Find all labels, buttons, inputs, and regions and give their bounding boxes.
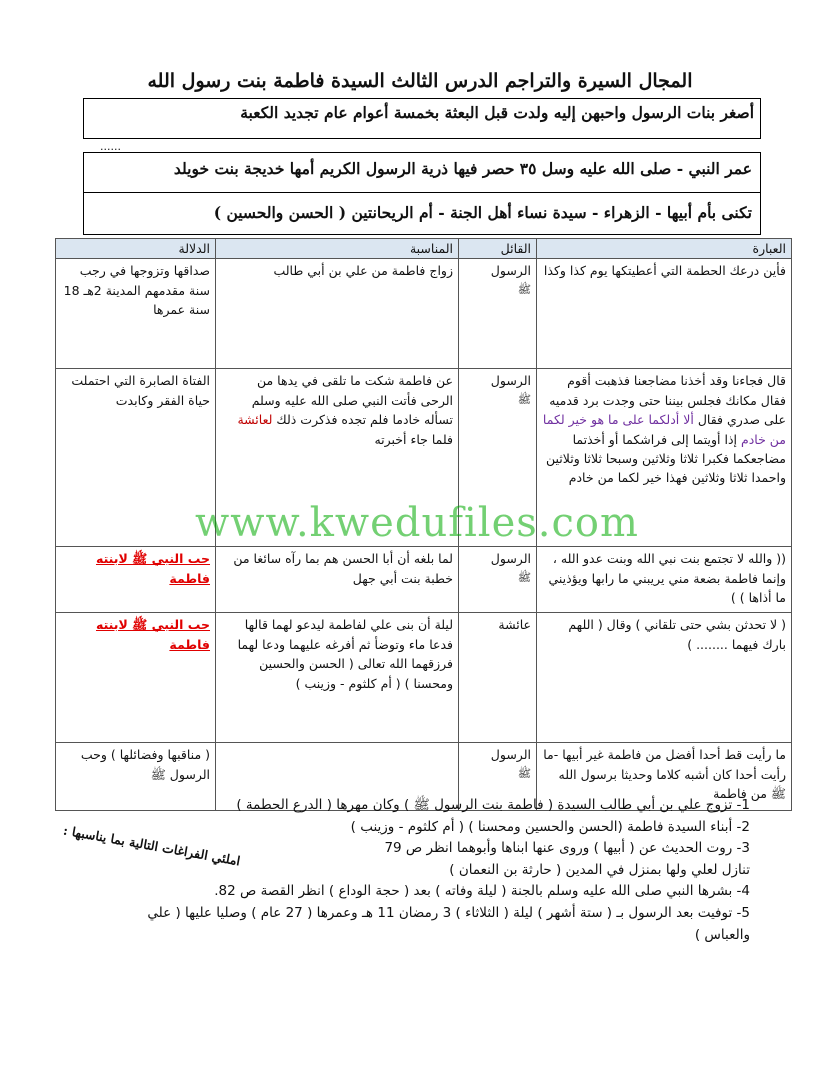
intro-box: أصغر بنات الرسول واحبهن إليه ولدت قبل البعثة بخمسة أعوام عام تجديد الكعبة <box>83 98 761 139</box>
cell-ibara: (( والله لا تجتمع بنت نبي الله وبنت عدو الله ، وإنما فاطمة بضعة مني يريبني ما رابها ويؤذيني ما أذاها ) ) <box>537 547 792 613</box>
info-line-2: تكنى بأم أبيها - الزهراء - سيدة نساء أهل الجنة - أم الريحانتين ( الحسن والحسين ) <box>213 203 752 222</box>
cell-dalala: الفتاة الصابرة التي احتملت حياة الفقر وكابدت <box>56 369 216 547</box>
table-row <box>56 613 792 743</box>
note-item: 2- أبناء السيدة فاطمة (الحسن والحسين ومحسنا ) ( أم كلثوم - وزينب ) <box>350 818 750 835</box>
qail-text: الرسول <box>490 263 531 279</box>
dots: ...... <box>100 140 121 153</box>
cell-munasaba: لما بلغه أن أبا الحسن هم بما رآه سائغا من خطبة بنت أبي جهل <box>216 547 459 613</box>
cell-ibara <box>537 369 792 547</box>
cell-qail: عائشة <box>459 613 537 743</box>
lesson-table <box>55 238 792 811</box>
cell-dalala <box>56 613 216 743</box>
note-item: 4- بشرها النبي صلى الله عليه وسلم بالجنة ( ليلة وفاته ) بعد ( حجة الوداع ) انظر القصة ص 82. <box>214 883 750 900</box>
cell-qail <box>459 369 537 547</box>
saw-glyph: ﷺ <box>517 766 531 780</box>
header-ibara: العبارة <box>537 239 792 259</box>
qail-text: الرسول <box>490 551 531 567</box>
table-row <box>56 259 792 369</box>
note-item: 5- توفيت بعد الرسول بـ ( ستة أشهر ) ليلة ( الثلاثاء ) 3 رمضان 11 هـ وعمرها ( 27 عام ) وصليا عليها ( علي والعباس ) <box>147 904 750 943</box>
cell-qail <box>459 259 537 369</box>
qail-text: الرسول <box>490 373 531 389</box>
note-item: 1- تزوج علي بن أبي طالب السيدة ( فاطمة بنت الرسول ﷺ ) وكان مهرها ( الدرع الحطمة ) <box>236 797 750 813</box>
cell-dalala <box>56 547 216 613</box>
ibara-part-a: قال فجاءنا وقد أخذنا مضاجعنا فذهبت أقوم فقال مكانك فجلس بيننا حتى وجدت برد قدميه على صدري فقال <box>549 373 786 428</box>
info-box <box>83 152 761 235</box>
header-qail: القائل <box>459 239 537 259</box>
cell-dalala: ( مناقبها وفضائلها ) وحب الرسول ﷺ <box>56 743 216 811</box>
notes-list <box>100 795 750 946</box>
cell-munasaba: ليلة أن بنى علي لفاطمة ليدعو لهما قالها فدعا ماء وتوضأ ثم أفرغه عليهما ودعا لهما فرزقهما الله تعالى ( الحسن والحسين ومحسنا ) ( أم كلثوم - وزينب ) <box>216 613 459 743</box>
cell-ibara: فأين درعك الحطمة التي أعطيتكها يوم كذا وكذا <box>537 259 792 369</box>
lesson-title: المجال السيرة والتراجم الدرس الثالث السيدة فاطمة بنت رسول الله <box>147 70 693 92</box>
table-header <box>56 239 792 259</box>
info-line-1: عمر النبي - صلى الله عليه وسل ٣٥ حصر فيها ذرية الرسول الكريم أمها خديجة بنت خويلد <box>84 153 760 193</box>
dalala-highlight: حب النبي ﷺ لابنته فاطمة <box>95 617 210 652</box>
saw-glyph: ﷺ <box>517 570 531 584</box>
instruction-stamp: املئي الفراغات التالية بما يناسبها : <box>62 822 242 869</box>
cell-qail <box>459 547 537 613</box>
header-munasaba: المناسبة <box>216 239 459 259</box>
saw-glyph: ﷺ <box>517 392 531 406</box>
saw-glyph: ﷺ <box>517 282 531 296</box>
cell-munasaba: زواج فاطمة من علي بن أبي طالب <box>216 259 459 369</box>
table-row <box>56 547 792 613</box>
header-dalala: الدلالة <box>56 239 216 259</box>
watermark: www.kwedufiles.com <box>195 500 639 546</box>
cell-dalala: صداقها وتزوجها في رجب سنة مقدمهم المدينة 2هـ 18 سنة عمرها <box>56 259 216 369</box>
cell-ibara: ما رأيت قط أحدا أفضل من فاطمة غير أبيها -ما رأيت أحدا كان أشبه كلاما وحديثا برسول الله ﷺ من فاطمة <box>537 743 792 811</box>
note-item: تنازل لعلي ولها بمنزل في المدين ( حارثة بن النعمان ) <box>449 861 750 878</box>
note-item: 3- روت الحديث عن ( أبيها ) وروى عنها ابناها وأبوهما انظر ص 79 <box>384 840 750 857</box>
dalala-highlight: حب النبي ﷺ لابنته فاطمة <box>95 551 210 586</box>
cell-ibara: ( لا تحدثن بشي حتى تلقاني ) وقال ( اللهم بارك فيهما ........ ) <box>537 613 792 743</box>
ibara-part-c: إذا أويتما إلى فراشكما أو أخذتما مضاجعكما فكبرا ثلاثا وثلاثين وسبحا ثلاثا وثلاثين واحمدا ثلاثا وثلاثين فهذا خير لكما من خادم <box>546 431 786 486</box>
ibara-highlight: ألا أدلكما على ما هو خير لكما من خادم <box>542 412 786 447</box>
table-row <box>56 369 792 547</box>
munasaba-part-c: فلما جاء أخبرته <box>374 431 453 447</box>
cell-munasaba <box>216 369 459 547</box>
munasaba-part-a: عن فاطمة شكت ما تلقى في يدها من الرحى فأتت النبي صلى الله عليه وسلم تسأله خادما فلم تجده فذكرت ذلك <box>251 373 453 428</box>
qail-text: الرسول <box>490 747 531 763</box>
munasaba-highlight: لعائشة <box>237 412 273 428</box>
